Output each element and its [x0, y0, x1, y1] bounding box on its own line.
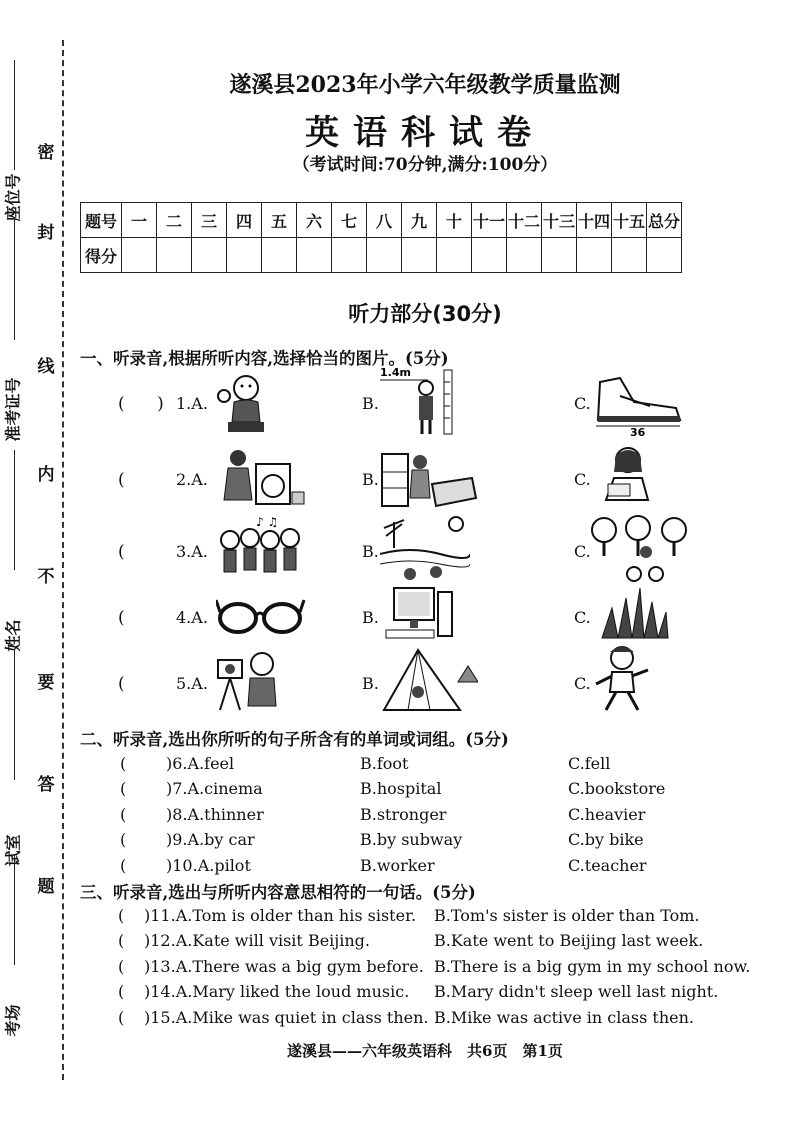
option-a: )14.A.Mary liked the loud music.: [144, 982, 410, 1001]
score-col: 二: [157, 203, 192, 238]
option-b: B.Mary didn't sleep well last night.: [434, 982, 719, 1001]
admission-number-label: 准考证号: [3, 377, 23, 442]
score-col: 十三: [542, 203, 577, 238]
answer-paren[interactable]: (: [120, 856, 127, 875]
option-c: C.teacher: [568, 856, 647, 875]
exam-room-label: 试室: [3, 834, 23, 867]
option-a: )15.A.Mike was quiet in class then.: [144, 1008, 429, 1027]
answer-paren[interactable]: (: [120, 779, 127, 798]
question-line: [80, 856, 780, 880]
section3-title: 三、听录音,选出与所听内容意思相符的一句话。(5分): [80, 883, 476, 902]
question-line: [80, 931, 780, 955]
option-a: )11.A.Tom is older than his sister.: [144, 906, 417, 925]
section1-title: 一、听录音,根据所听内容,选择恰当的图片。(5分): [80, 349, 449, 368]
score-cell[interactable]: [297, 238, 332, 273]
answer-paren[interactable]: (: [118, 931, 125, 950]
score-cell[interactable]: [612, 238, 647, 273]
option-c-label: C.: [574, 674, 591, 693]
answer-paren[interactable]: (: [118, 957, 125, 976]
option-b-label: B.: [362, 608, 379, 627]
option-b: B.hospital: [360, 779, 442, 798]
question-line: [80, 754, 780, 778]
answer-paren[interactable]: (: [118, 470, 125, 490]
section2-title: 二、听录音,选出你所听的句子所含有的单词或词组。(5分): [80, 730, 509, 749]
running-girl-icon[interactable]: [592, 644, 652, 716]
score-cell[interactable]: [507, 238, 542, 273]
option-a: )9.A.by car: [166, 830, 255, 849]
score-col: 六: [297, 203, 332, 238]
option-a-label: 3.A.: [176, 542, 208, 561]
option-b: B.Mike was active in class then.: [434, 1008, 694, 1027]
option-c: C.heavier: [568, 805, 646, 824]
score-cell[interactable]: [227, 238, 262, 273]
score-cell[interactable]: [157, 238, 192, 273]
seal-char: 答: [37, 775, 55, 795]
question-line: [80, 830, 780, 854]
score-cell[interactable]: [332, 238, 367, 273]
score-col: 三: [192, 203, 227, 238]
option-c-label: C.: [574, 470, 591, 489]
score-table: [80, 202, 682, 273]
option-a-label: 2.A.: [176, 470, 208, 489]
cleaning-room-icon[interactable]: [380, 448, 480, 512]
option-b: B.Kate went to Beijing last week.: [434, 931, 704, 950]
answer-paren[interactable]: ( ): [118, 394, 164, 414]
singing-children-icon[interactable]: [216, 516, 306, 584]
question-row: [80, 516, 780, 584]
score-value-row: [81, 238, 682, 273]
score-cell[interactable]: [437, 238, 472, 273]
name-label: 姓名: [3, 619, 23, 652]
option-a: )6.A.feel: [166, 754, 235, 773]
question-line: [80, 1008, 780, 1032]
seal-char: 内: [37, 465, 55, 485]
option-a-label: 5.A.: [176, 674, 208, 693]
answer-paren[interactable]: (: [120, 805, 127, 824]
binding-margin: [0, 0, 70, 1124]
score-cell[interactable]: [647, 238, 682, 273]
score-cell[interactable]: [577, 238, 612, 273]
sneaker-size-36-icon[interactable]: [590, 372, 686, 436]
option-b-label: B.: [362, 394, 379, 413]
page-footer: 遂溪县——六年级英语科 共6页 第1页: [287, 1042, 563, 1060]
option-a-label: 1.A.: [176, 394, 208, 413]
seal-char: 线: [37, 357, 55, 377]
answer-paren[interactable]: (: [118, 982, 125, 1001]
question-row: [80, 586, 780, 650]
exam-site-label: 考场: [3, 1004, 23, 1037]
option-b: B.worker: [360, 856, 435, 875]
question-line: [80, 779, 780, 803]
score-col: 十一: [472, 203, 507, 238]
seal-char: 封: [37, 223, 55, 243]
answer-paren[interactable]: (: [118, 906, 125, 925]
question-row: [80, 652, 780, 716]
answer-paren[interactable]: (: [118, 608, 125, 628]
camping-tent-icon[interactable]: [378, 646, 478, 716]
fill-line: [14, 220, 15, 340]
fill-line: [14, 855, 15, 965]
score-label: 得分: [81, 238, 122, 273]
exam-info: （考试时间:70分钟,满分:100分）: [292, 155, 558, 175]
fill-line: [14, 450, 15, 570]
score-col: 四: [227, 203, 262, 238]
score-col: 十四: [577, 203, 612, 238]
option-c: C.by bike: [568, 830, 644, 849]
computer-icon[interactable]: [380, 586, 460, 646]
option-b: B.stronger: [360, 805, 447, 824]
seal-char: 要: [37, 673, 55, 693]
option-a: )7.A.cinema: [166, 779, 263, 798]
score-cell[interactable]: [262, 238, 297, 273]
option-c-label: C.: [574, 542, 591, 561]
question-line: [80, 805, 780, 829]
seal-char: 密: [37, 143, 55, 163]
score-col: 七: [332, 203, 367, 238]
option-a: )12.A.Kate will visit Beijing.: [144, 931, 370, 950]
answer-paren[interactable]: (: [120, 754, 127, 773]
score-col: 一: [122, 203, 157, 238]
part-title: 听力部分(30分): [348, 302, 502, 326]
beach-scene-icon[interactable]: [380, 514, 470, 584]
riding-bike-icon[interactable]: [590, 514, 690, 584]
height-measure-icon[interactable]: [380, 366, 460, 438]
option-b-label: B.: [362, 674, 379, 693]
score-cell[interactable]: [192, 238, 227, 273]
question-row: [80, 366, 780, 436]
glasses-icon[interactable]: [216, 594, 306, 638]
answer-paren[interactable]: (: [118, 1008, 125, 1027]
grass-icon[interactable]: [592, 578, 672, 648]
option-b-label: B.: [362, 542, 379, 561]
reading-girl-icon[interactable]: [592, 444, 662, 512]
exam-title: 遂溪县2023年小学六年级教学质量监测: [229, 72, 621, 98]
option-b: B.Tom's sister is older than Tom.: [434, 906, 700, 925]
option-c: C.fell: [568, 754, 611, 773]
seat-number-label: 座位号: [3, 173, 23, 222]
score-col: 九: [402, 203, 437, 238]
question-line: [80, 957, 780, 981]
score-cell[interactable]: [122, 238, 157, 273]
option-b: B.There is a big gym in my school now.: [434, 957, 751, 976]
option-a: )8.A.thinner: [166, 805, 264, 824]
score-cell[interactable]: [402, 238, 437, 273]
shoe-size-caption: 36: [630, 426, 646, 436]
option-b-label: B.: [362, 470, 379, 489]
option-b: B.by subway: [360, 830, 463, 849]
subject-title: 英语科试卷: [305, 113, 545, 153]
seal-dashed-line: [62, 40, 64, 1080]
score-col: 十二: [507, 203, 542, 238]
option-c-label: C.: [574, 394, 591, 413]
fill-line: [14, 650, 15, 780]
child-weighing-icon[interactable]: [216, 372, 276, 436]
score-col: 十五: [612, 203, 647, 238]
option-a: )10.A.pilot: [166, 856, 251, 875]
option-a-label: 4.A.: [176, 608, 208, 627]
option-a: )13.A.There was a big gym before.: [144, 957, 424, 976]
score-col: 总分: [647, 203, 682, 238]
question-number-label: 题号: [81, 203, 122, 238]
seal-char: 题: [37, 877, 55, 897]
question-row: [80, 448, 780, 512]
question-line: [80, 982, 780, 1006]
washing-clothes-icon[interactable]: [216, 448, 306, 512]
option-c-label: C.: [574, 608, 591, 627]
svg-text:♪ ♫: ♪ ♫: [256, 516, 279, 529]
score-col: 五: [262, 203, 297, 238]
option-b: B.foot: [360, 754, 409, 773]
score-col: 八: [367, 203, 402, 238]
height-caption: 1.4m: [380, 366, 411, 379]
score-cell[interactable]: [472, 238, 507, 273]
score-col: 十: [437, 203, 472, 238]
score-cell[interactable]: [542, 238, 577, 273]
question-line: [80, 906, 780, 930]
answer-paren[interactable]: (: [120, 830, 127, 849]
score-cell[interactable]: [367, 238, 402, 273]
answer-paren[interactable]: (: [118, 542, 125, 562]
taking-photos-icon[interactable]: [216, 648, 286, 716]
score-header-row: [81, 203, 682, 238]
option-c: C.bookstore: [568, 779, 666, 798]
seal-char: 不: [37, 567, 55, 587]
answer-paren[interactable]: (: [118, 674, 125, 694]
